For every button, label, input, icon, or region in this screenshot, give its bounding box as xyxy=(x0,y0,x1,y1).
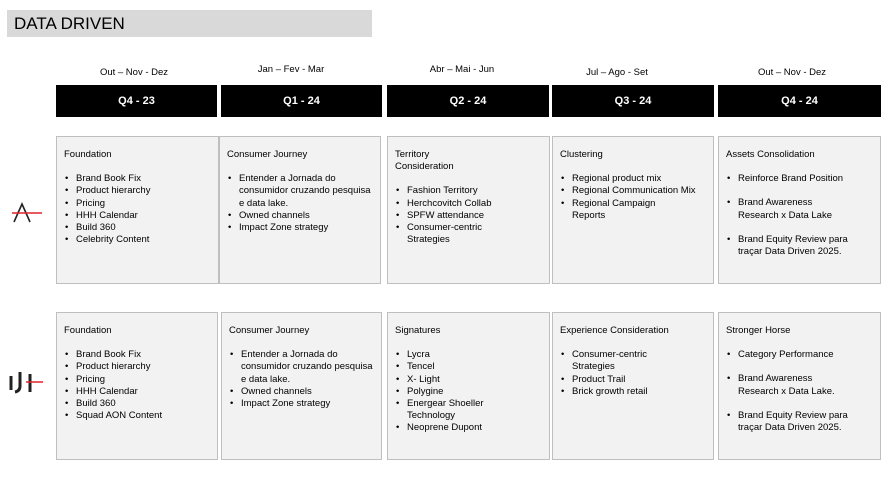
card-heading: Clustering xyxy=(560,149,603,160)
period-label: Out – Nov - Dez xyxy=(757,67,827,78)
roadmap-card xyxy=(221,312,382,460)
card-bullet: • Regional product mix xyxy=(560,173,707,185)
card-bullet: • Brand Equity Review para traçar Data Driven 2025. xyxy=(726,410,874,434)
card-bullet: • Entender a Jornada do consumidor cruzando pesquisa e data lake. xyxy=(229,349,375,386)
card-heading: Consumer Journey xyxy=(229,325,310,336)
card-bullet: • Pricing xyxy=(64,374,211,386)
card-bullet: • Regional Communication Mix xyxy=(560,185,707,197)
card-bullet: • Build 360 xyxy=(64,398,211,410)
roadmap-card xyxy=(718,136,881,284)
card-bullet: • Owned channels xyxy=(227,210,374,222)
card-bullet: • HHH Calendar xyxy=(64,386,211,398)
card-bullet: • X- Light xyxy=(395,374,543,386)
card-bullet: • Brand Book Fix xyxy=(64,349,211,361)
card-bullet: • Brick growth retail xyxy=(560,386,707,398)
period-label: Jan – Fev - Mar xyxy=(257,64,325,75)
card-bullet: • Consumer-centric Strategies xyxy=(560,349,670,373)
quarter-header: Q2 - 24 xyxy=(387,85,549,117)
card-bullet: • Product hierarchy xyxy=(64,185,212,197)
card-bullet: • Impact Zone strategy xyxy=(229,398,375,410)
period-label: Abr – Mai - Jun xyxy=(429,64,495,75)
roadmap-card xyxy=(387,312,550,460)
card-bullet: • Lycra xyxy=(395,349,543,361)
roadmap-card xyxy=(552,136,714,284)
brand-b-logo-icon xyxy=(8,368,44,396)
card-heading: Experience Consideration xyxy=(560,325,669,336)
roadmap-card xyxy=(219,136,381,284)
card-heading: Consumer Journey xyxy=(227,149,308,160)
card-heading: Territory Consideration xyxy=(395,149,454,173)
card-bullet: • Entender a Jornada do consumidor cruzando pesquisa e data lake. xyxy=(227,173,374,210)
quarter-header: Q3 - 24 xyxy=(552,85,714,117)
roadmap-card xyxy=(718,312,881,460)
card-bullet: • Tencel xyxy=(395,361,543,373)
card-bullet: • Herchcovitch Collab xyxy=(395,198,543,210)
brand-a-logo-icon xyxy=(11,201,43,225)
period-label: Out – Nov - Dez xyxy=(99,67,169,78)
card-bullet: • Energear Shoeller Technology xyxy=(395,398,505,422)
card-bullet: • Owned channels xyxy=(229,386,375,398)
card-heading: Assets Consolidation xyxy=(726,149,815,160)
card-bullet: • Regional Campaign Reports xyxy=(560,198,670,222)
quarter-header: Q4 - 24 xyxy=(718,85,881,117)
card-bullet: • Celebrity Content xyxy=(64,234,212,246)
card-bullet: • Squad AON Content xyxy=(64,410,211,422)
card-bullet: • Product hierarchy xyxy=(64,361,211,373)
card-bullet: • HHH Calendar xyxy=(64,210,212,222)
card-heading: Signatures xyxy=(395,325,441,336)
roadmap-card xyxy=(56,312,218,460)
card-bullet: • Brand Awareness Research x Data Lake. xyxy=(726,373,841,397)
card-bullet: • Pricing xyxy=(64,198,212,210)
card-bullet: • Polygine xyxy=(395,386,543,398)
period-label: Jul – Ago - Set xyxy=(586,67,648,78)
card-heading: Foundation xyxy=(64,325,112,336)
roadmap-card xyxy=(56,136,219,284)
card-bullet: • Impact Zone strategy xyxy=(227,222,374,234)
card-bullet: • Category Performance xyxy=(726,349,874,361)
card-bullet: • Neoprene Dupont xyxy=(395,422,543,434)
card-bullet: • Fashion Territory xyxy=(395,185,543,197)
page-title: DATA DRIVEN xyxy=(7,10,372,37)
card-bullet: • SPFW attendance xyxy=(395,210,543,222)
roadmap-card xyxy=(387,136,550,284)
card-bullet: • Brand Equity Review para traçar Data Driven 2025. xyxy=(726,234,874,258)
card-bullet: • Brand Book Fix xyxy=(64,173,212,185)
quarter-header: Q4 - 23 xyxy=(56,85,217,117)
card-heading: Stronger Horse xyxy=(726,325,791,336)
card-bullet: • Consumer-centric Strategies xyxy=(395,222,510,246)
card-heading: Foundation xyxy=(64,149,112,160)
card-bullet: • Reinforce Brand Position xyxy=(726,173,874,185)
card-bullet: • Brand Awareness Research x Data Lake xyxy=(726,197,841,221)
card-bullet: • Product Trail xyxy=(560,374,707,386)
card-bullet: • Build 360 xyxy=(64,222,212,234)
quarter-header: Q1 - 24 xyxy=(221,85,382,117)
roadmap-card xyxy=(552,312,714,460)
